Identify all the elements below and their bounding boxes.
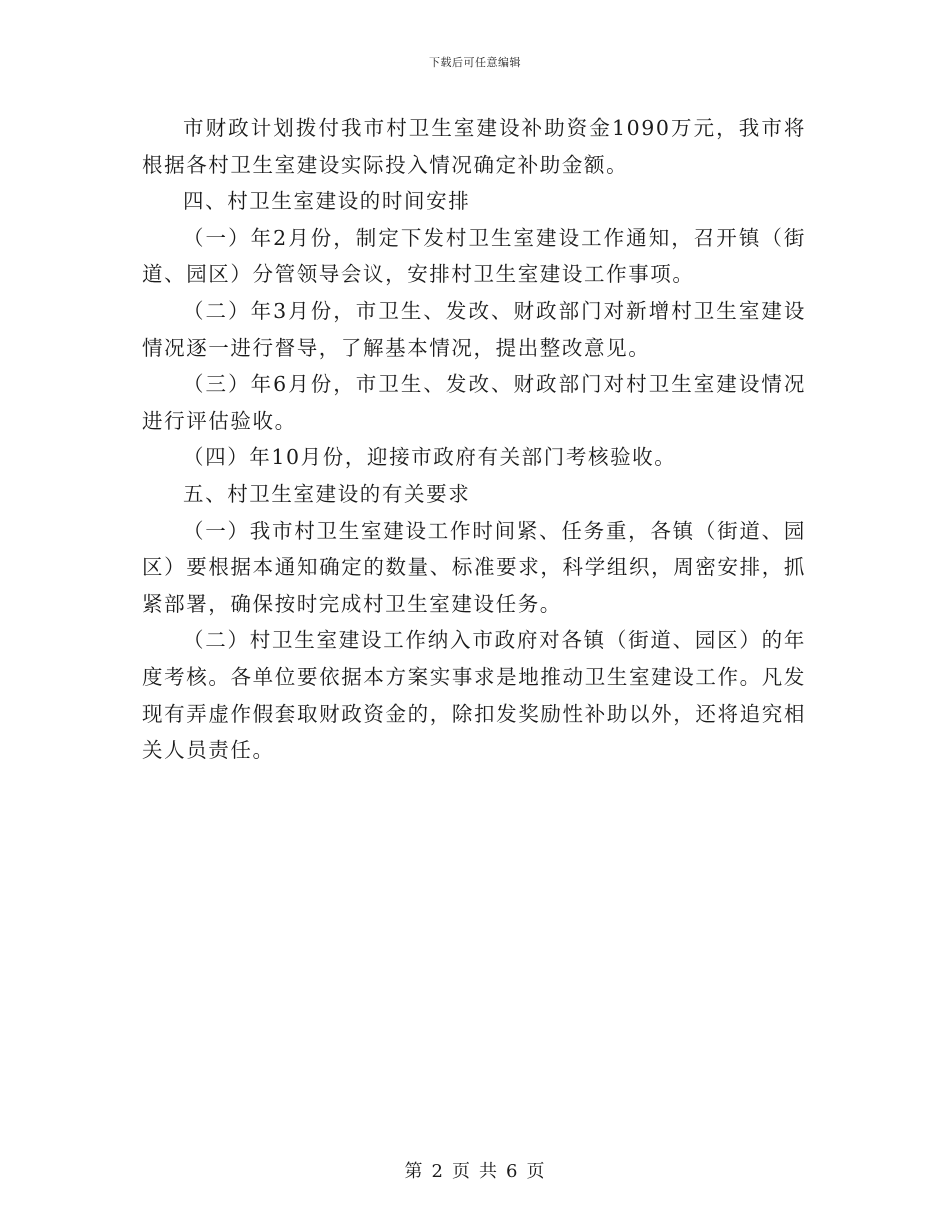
current-page: 2 [431, 1161, 444, 1182]
section-heading-schedule: 四、村卫生室建设的时间安排 [183, 189, 471, 214]
schedule-item-3: （三）年6月份，市卫生、发改、财政部门对村卫生室建设情况进行评估验收。 [142, 372, 806, 433]
schedule-item-4: （四）年10月份，迎接市政府有关部门考核验收。 [183, 445, 677, 470]
schedule-item-2: （二）年3月份，市卫生、发改、财政部门对新增村卫生室建设情况逐一进行督导，了解基本情况，提出整改意见。 [142, 298, 806, 360]
total-pages: 6 [506, 1161, 519, 1182]
paragraph-funding: 市财政计划拨付我市村卫生室建设补助资金1090万元，我市将根据各村卫生室建设实际投入情况确定补助金额。 [142, 116, 806, 177]
requirement-item-1: （一）我市村卫生室建设工作时间紧、任务重，各镇（街道、园区）要根据本通知确定的数量、标准要求，科学组织，周密安排，抓紧部署，确保按时完成村卫生室建设任务。 [142, 518, 806, 616]
page-word: 页 [452, 1161, 471, 1182]
document-body [142, 110, 806, 769]
header-note: 下载后可任意编辑 [429, 56, 521, 69]
total-prefix: 共 [479, 1161, 498, 1182]
page-prefix: 第 [404, 1161, 424, 1182]
page-number [0, 1157, 950, 1183]
schedule-item-1: （一）年2月份，制定下发村卫生室建设工作通知，召开镇（街道、园区）分管领导会议，安排村卫生室建设工作事项。 [142, 225, 806, 287]
total-suffix: 页 [526, 1161, 546, 1182]
requirement-item-2: （二）村卫生室建设工作纳入市政府对各镇（街道、园区）的年度考核。各单位要依据本方案实事求是地推动卫生室建设工作。凡发现有弄虚作假套取财政资金的，除扣发奖励性补助以外，还将追究相关人员责任。 [142, 628, 806, 763]
section-heading-requirements: 五、村卫生室建设的有关要求 [183, 481, 471, 506]
